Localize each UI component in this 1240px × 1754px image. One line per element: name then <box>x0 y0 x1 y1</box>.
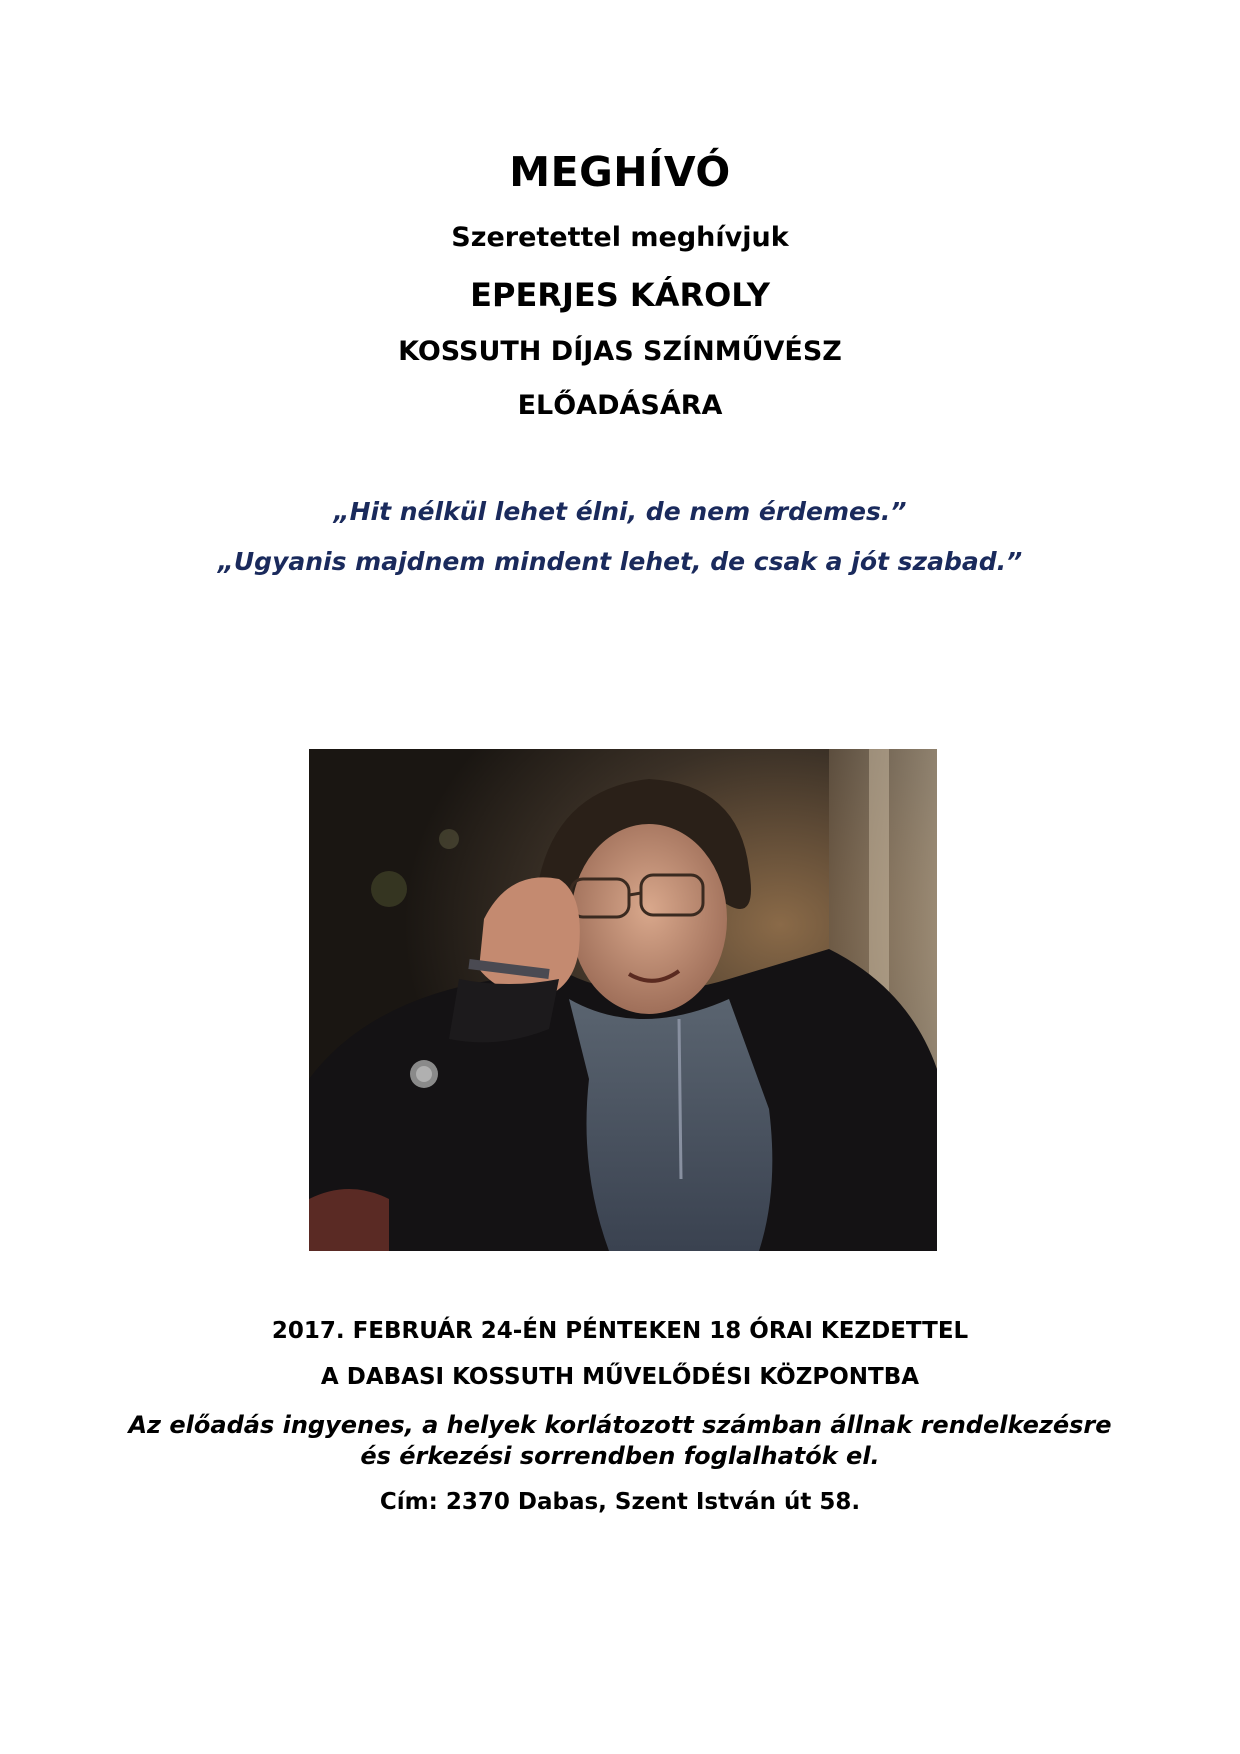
event-note-line-2: és érkezési sorrendben foglalhatók el. <box>360 1442 880 1470</box>
invitation-title: MEGHÍVÓ <box>509 148 731 196</box>
quote-2: „Ugyanis majdnem mindent lehet, de csak a jót szabad.” <box>217 547 1023 576</box>
event-address: Cím: 2370 Dabas, Szent István út 58. <box>379 1489 861 1515</box>
invitation-subject: ELŐADÁSÁRA <box>517 390 723 421</box>
portrait-illustration <box>309 749 937 1251</box>
quote-1: „Hit nélkül lehet élni, de nem érdemes.” <box>333 497 907 526</box>
performer-name: EPERJES KÁROLY <box>470 276 770 314</box>
greeting-text: Szeretettel meghívjuk <box>451 222 789 253</box>
performer-title: KOSSUTH DÍJAS SZÍNMŰVÉSZ <box>398 336 842 367</box>
event-venue: A DABASI KOSSUTH MŰVELŐDÉSI KÖZPONTBA <box>320 1364 920 1390</box>
event-date: 2017. FEBRUÁR 24-ÉN PÉNTEKEN 18 ÓRAI KEZDETTEL <box>271 1318 969 1344</box>
event-note-line-1: Az előadás ingyenes, a helyek korlátozott számban állnak rendelkezésre <box>128 1411 1112 1439</box>
performer-photo <box>309 749 937 1251</box>
